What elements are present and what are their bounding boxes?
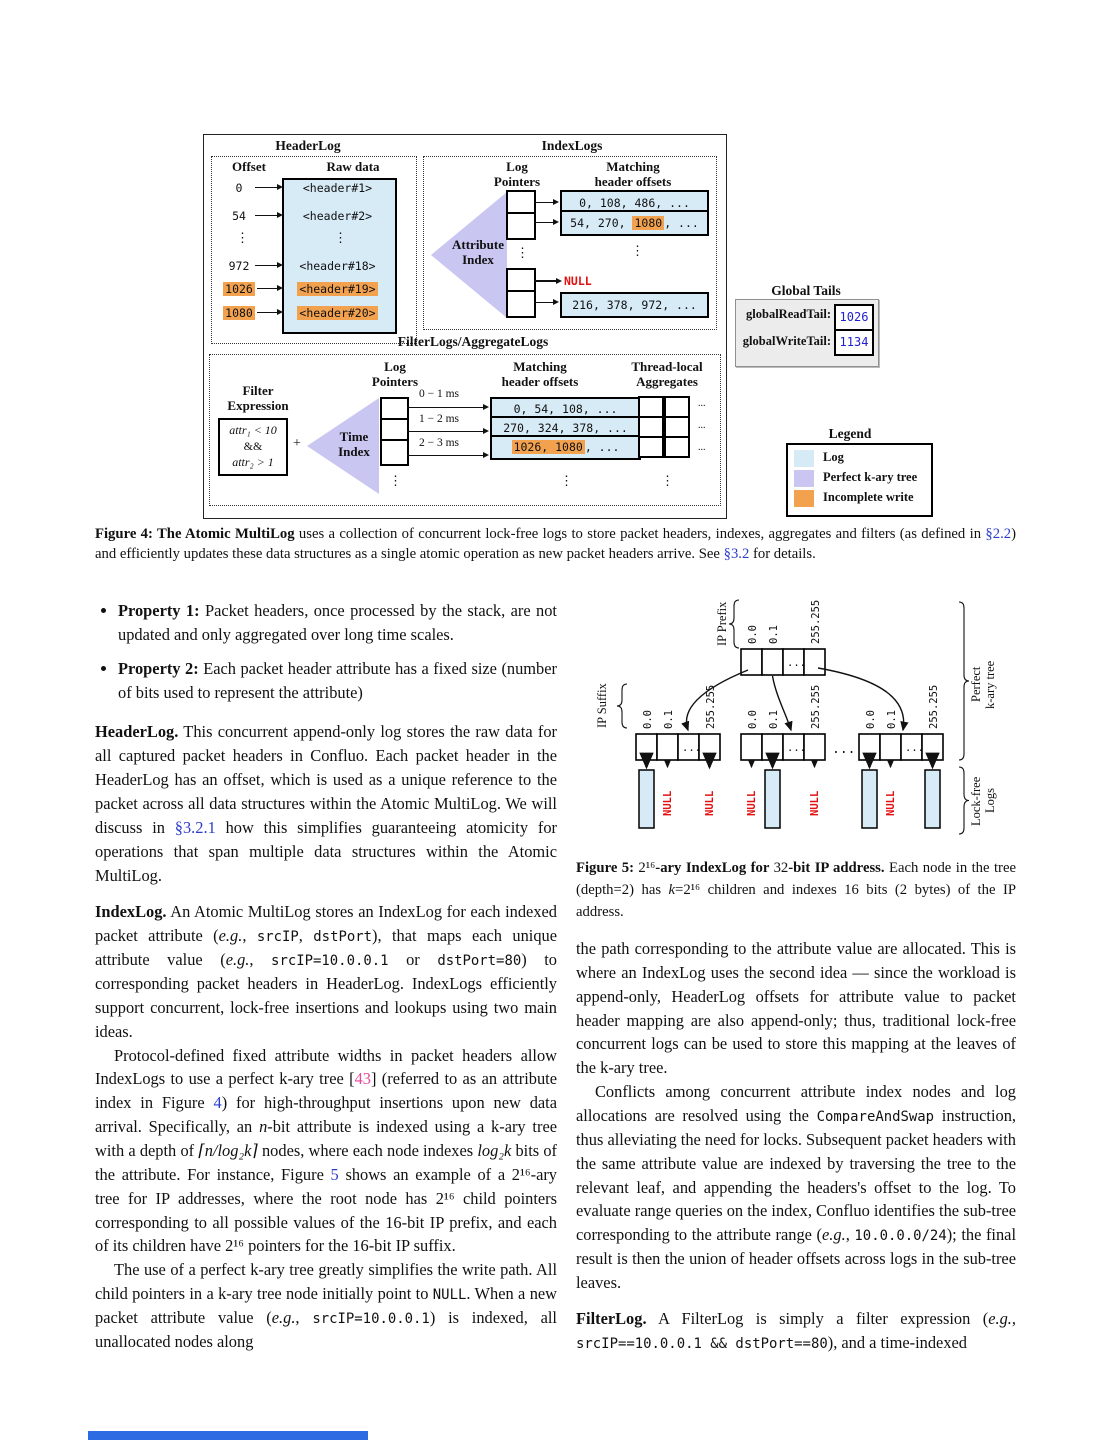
legend-swatch-log: [794, 450, 814, 467]
text-segment: -ary IndexLog for: [655, 859, 774, 876]
svg-text:255.255: 255.255: [705, 684, 717, 729]
text-segment: ,: [242, 926, 257, 946]
text-segment: or: [388, 950, 438, 970]
svg-text:...: ...: [905, 742, 924, 754]
arrow: [686, 670, 748, 730]
allocation-paragraph: [576, 937, 1016, 1080]
arrow: [534, 302, 557, 303]
matching-offsets-header: Matching header offsets: [501, 359, 579, 389]
svg-text:0.1: 0.1: [886, 710, 898, 729]
property-1: [118, 599, 557, 647]
aggregate-ellipsis: ...: [698, 420, 706, 431]
text-segment: Figure 4: The Atomic MultiLog: [95, 526, 295, 542]
offset-value: 0: [235, 181, 243, 195]
indexlog-paragraph: [95, 900, 557, 1043]
text-segment: HeaderLog.: [95, 722, 179, 742]
filterlog-paragraph: [576, 1307, 1016, 1355]
arrow: [534, 202, 557, 203]
text-segment: nodes, where each node indexes: [257, 1141, 478, 1161]
text-segment: srcIP=10.0.0.1: [271, 953, 389, 970]
perfect-tree-label-1: Perfect: [969, 666, 983, 702]
leaf-log: [925, 770, 940, 828]
svg-text:...: ...: [682, 742, 701, 754]
text-segment: 10.0.0.0/24: [854, 1228, 947, 1245]
text-segment: -bit IP address.: [788, 859, 885, 876]
svg-text:255.255: 255.255: [928, 684, 940, 729]
time-range-label: 2 − 3 ms: [418, 437, 460, 449]
aggregate-cell: [638, 436, 664, 458]
text-segment: bits of the attribute. For instance, Figure: [95, 1141, 558, 1184]
text-segment: ); the final result is then the union of header offsets across logs in the sub-tree leaves.: [576, 1225, 1016, 1293]
log-pointers-header: Log Pointers: [371, 359, 419, 389]
text-segment: Property 1:: [118, 601, 200, 620]
arrow: [407, 407, 487, 408]
text-segment: ) to corresponding packet headers in HeaderLog. IndexLogs efficiently support concurrent, lock-free insertions and lookups using two main ideas.: [95, 950, 558, 1041]
legend-item: Log: [794, 449, 931, 469]
text-segment: srcIP: [256, 929, 299, 946]
svg-text:0.1: 0.1: [768, 710, 780, 729]
vertical-dots: ⋮: [661, 473, 674, 488]
text-segment: log₂k: [477, 1141, 512, 1161]
text-segment: how this simplifies guaranteeing atomicity for operations that span multiple data structures within the Atomic MultiLog.: [95, 817, 557, 885]
leaf-null: NULL: [885, 790, 897, 816]
aggregate-cell: [638, 396, 664, 418]
child-node-1: [636, 734, 720, 760]
text-segment: e.g.: [988, 1308, 1012, 1328]
aggregates-grid: [639, 397, 691, 457]
left-column: [95, 599, 557, 1354]
legend-item: Perfect k-ary tree: [794, 469, 931, 489]
kary-tree-paragraph: [95, 1044, 557, 1259]
svg-text:0.0: 0.0: [747, 710, 759, 729]
thread-local-aggregates-header: Thread-local Aggregates: [631, 359, 703, 389]
text-segment: IndexLog.: [95, 902, 167, 922]
text-segment: The use of a perfect k-ary tree greatly simplifies the write path. All child pointers in a k-ary tree node initially point to: [95, 1260, 557, 1304]
filter-log-row: 0, 54, 108, ...: [490, 397, 641, 422]
right-column: [576, 596, 1016, 1355]
text-segment: dstPort=80: [437, 953, 522, 970]
text-segment: shows an example of a 2¹⁶-ary tree for IP addresses, where the root node has 2¹⁶ child pointers corresponding to all possible values of the 16-bit IP prefix, and each of its children have 2¹⁶ pointers for the 16-bit IP suffix.: [95, 1164, 557, 1256]
filter-expression-header: Filter Expression: [227, 383, 289, 413]
offset-column-header: Offset: [232, 159, 266, 174]
matching-offsets-header: Matching header offsets: [594, 159, 672, 189]
arrow: [257, 312, 281, 313]
bottom-blue-bar: [88, 1431, 368, 1440]
leaf-log: [765, 770, 780, 828]
lockfree-logs-brace: [959, 767, 969, 834]
headerlog-paragraph: [95, 720, 557, 887]
text-segment: uses a collection of concurrent lock-free logs to store packet headers, indexes, aggregates and filters (as defined in: [294, 526, 986, 542]
global-tails-title: Global Tails: [771, 283, 841, 298]
header-cell: <header#2>: [302, 209, 373, 223]
text-segment: ,: [845, 1225, 855, 1245]
text-segment: -bit attribute is indexed using a k-ary tree with a depth of: [95, 1117, 557, 1161]
rawdata-column-header: Raw data: [326, 159, 380, 174]
vertical-dots: ⋮: [334, 230, 347, 245]
text-segment: Each packet header attribute has a fixed size (number of bits used to represent the attribute): [118, 658, 557, 702]
text-segment: ⌈n/log₂k⌉: [198, 1141, 258, 1161]
aggregate-cell: [638, 416, 664, 438]
aggregate-cell: [664, 436, 690, 458]
filter-log-row-incomplete: 1026, 1080 , ...: [490, 435, 641, 460]
arrow: [255, 265, 281, 266]
text-segment: FilterLog.: [576, 1308, 647, 1328]
root-ellipsis: ...: [787, 657, 806, 669]
svg-text:0.0: 0.0: [865, 710, 877, 729]
root-label-00: 0.0: [747, 625, 759, 644]
root-label-01: 0.1: [768, 625, 780, 644]
legend-box: [786, 443, 933, 517]
text-segment: ,: [298, 926, 314, 946]
property-list: [101, 599, 557, 704]
vertical-dots: ⋮: [560, 473, 573, 488]
arrow: [534, 222, 557, 223]
text-segment: Conflicts among concurrent attribute index nodes and log allocations are resolved using the: [576, 1082, 1016, 1126]
plus-sign: +: [293, 436, 301, 451]
property-2: [118, 657, 557, 705]
text-segment: Protocol-defined fixed attribute widths in packet headers allow IndexLogs to use a perfect k-ary tree [: [95, 1045, 557, 1089]
aggregate-ellipsis: ...: [698, 398, 706, 409]
child-node-3: [859, 734, 943, 760]
text-segment: Figure 5:: [576, 859, 639, 876]
text-segment: ,: [1011, 1308, 1016, 1328]
legend-swatch-incomplete: [794, 490, 814, 507]
text-segment: CompareAndSwap: [816, 1109, 935, 1126]
text-segment: srcIP==10.0.0.1 && dstPort==80: [576, 1335, 828, 1352]
leaf-null: NULL: [704, 790, 716, 816]
cross-reference-link[interactable]: §3.2: [723, 546, 750, 563]
text-segment: instruction, thus alleviating the need for locks. Subsequent packet headers with the same attribute value are indexed by traversing the tree to the relevant leaf, and appending the headers's offset to the log. To evaluate range queries on the index, Confluo identifies the sub-tree corresponding to the attribute range (: [576, 1106, 1016, 1245]
offset-log-row: 0, 108, 486, ...: [560, 190, 709, 216]
cross-reference-link[interactable]: §2.2: [985, 526, 1012, 542]
global-read-tail-value: 1026: [834, 304, 874, 331]
arrow: [255, 187, 281, 188]
figure5-diagram: [576, 596, 1006, 846]
text-segment: Property 2:: [118, 658, 199, 678]
perfect-tree-brace: [959, 602, 969, 760]
vertical-dots: ⋮: [631, 243, 644, 258]
text-segment: 32: [773, 859, 789, 876]
arrow: [534, 280, 560, 282]
filterlogs-title: FilterLogs/AggregateLogs: [397, 334, 549, 349]
filter-log-row: 270, 324, 378, ...: [490, 416, 641, 441]
citation-link[interactable]: 43: [354, 1069, 371, 1089]
vertical-dots: ⋮: [516, 245, 529, 260]
svg-text:0.0: 0.0: [642, 710, 654, 729]
log-pointer-cell: [506, 212, 536, 240]
arrow: [407, 431, 487, 432]
leaf-null: NULL: [662, 790, 674, 816]
text-segment: e.g.: [822, 1225, 846, 1245]
null-pointer-label: NULL: [564, 274, 592, 288]
cross-reference-link[interactable]: 4: [213, 1093, 222, 1113]
text-segment: . When a new packet attribute value (: [95, 1284, 558, 1328]
leaf-null: NULL: [746, 790, 758, 816]
header-cell: <header#18>: [299, 259, 376, 273]
offset-value-incomplete: 1026: [225, 282, 253, 296]
text-segment: ,: [249, 950, 272, 970]
cross-reference-link[interactable]: 5: [330, 1164, 339, 1184]
text-segment: =2¹⁶ children and indexes 16 bits (2 bytes) of the IP address.: [576, 881, 1016, 920]
text-segment: k: [668, 881, 676, 898]
text-segment: ), that maps each unique attribute value (: [95, 926, 557, 970]
child-node-2: [741, 734, 825, 760]
global-write-tail-value: 1134: [834, 329, 874, 356]
root-node: [741, 649, 825, 675]
text-segment: This concurrent append-only log stores the raw data for all captured packet headers in Confluo. Each packet header in the HeaderLog has an offset, which is used as a unique reference to the packet across all data structures within the Atomic MultiLog. We will discuss in: [95, 722, 557, 837]
cross-reference-link[interactable]: §3.2.1: [174, 817, 216, 837]
text-segment: for details.: [749, 546, 816, 563]
global-write-tail-label: globalWriteTail:: [742, 334, 831, 348]
text-segment: A FilterLog is simply a filter expression (: [646, 1308, 989, 1328]
leaf-log: [639, 770, 654, 828]
text-segment: ), and a time-indexed: [827, 1332, 967, 1352]
header-cell: <header#1>: [302, 181, 373, 195]
offset-value: 54: [232, 209, 246, 223]
time-index-label: Time Index: [338, 429, 370, 459]
lockfree-label-2: Logs: [983, 788, 997, 813]
arrow: [407, 455, 487, 456]
ip-suffix-brace: [617, 684, 627, 728]
text-segment: ) and efficiently updates these data structures as a single atomic operation as new packet headers arrive. See: [95, 526, 1016, 563]
svg-text:...: ...: [787, 742, 806, 754]
text-segment: ,: [295, 1308, 313, 1328]
children-ellipsis: ...: [832, 742, 856, 757]
ip-prefix-brace: [729, 600, 739, 648]
header-cell-incomplete: <header#20>: [299, 306, 376, 320]
headerlog-title: HeaderLog: [275, 138, 341, 153]
leaf-log: [862, 770, 877, 828]
ip-prefix-label: IP Prefix: [715, 601, 729, 646]
figure4-caption: [95, 524, 1016, 565]
legend-item: Incomplete write: [794, 489, 931, 509]
text-segment: e.g.: [271, 1308, 296, 1328]
text-segment: ) is indexed, all unallocated nodes along: [95, 1308, 557, 1351]
offset-log-row: 216, 378, 972, ...: [560, 292, 709, 318]
conflicts-paragraph: [576, 1080, 1016, 1295]
text-segment: Packet headers, once processed by the stack, are not updated and only aggregated over long time scales.: [118, 601, 557, 644]
filter-expression-box: attr₁ < 10 && attr₂ > 1: [218, 418, 288, 476]
header-cell-incomplete: <header#19>: [299, 282, 376, 296]
figure4-diagram: [203, 126, 985, 520]
attribute-index-label: Attribute Index: [452, 237, 504, 267]
log-pointer-cell: [380, 439, 409, 466]
arrow: [257, 288, 281, 289]
offset-value-incomplete: 1080: [225, 306, 253, 320]
arrow: [255, 215, 281, 216]
figure5-caption: [576, 857, 1016, 923]
root-label-255: 255.255: [810, 599, 822, 644]
indexlogs-title: IndexLogs: [541, 138, 603, 153]
time-range-label: 1 − 2 ms: [418, 413, 460, 425]
text-segment: An Atomic MultiLog stores an IndexLog for each indexed packet attribute (: [95, 902, 557, 946]
offset-log-row: 54, 270, 1080 , ...: [560, 210, 709, 236]
aggregate-ellipsis: ...: [698, 442, 706, 453]
text-segment: Each node in the tree (depth=2) has: [576, 859, 1016, 898]
write-path-paragraph: [95, 1258, 557, 1353]
log-pointer-cell: [506, 290, 536, 318]
text-segment: ) for high-throughput insertions upon new data arrival. Specifically, an: [95, 1093, 557, 1137]
vertical-dots: ⋮: [389, 473, 402, 488]
svg-text:0.1: 0.1: [663, 710, 675, 729]
legend-swatch-tree: [794, 470, 814, 487]
time-range-label: 0 − 1 ms: [418, 388, 460, 400]
perfect-tree-label-2: k-ary tree: [983, 660, 997, 709]
lockfree-label-1: Lock-free: [969, 776, 983, 826]
global-read-tail-label: globalReadTail:: [746, 307, 831, 321]
text-segment: ] (referred to as an attribute index in Figure: [95, 1069, 558, 1113]
svg-text:255.255: 255.255: [810, 684, 822, 729]
text-segment: NULL: [432, 1287, 467, 1304]
text-segment: dstPort: [313, 929, 373, 946]
log-pointers-header: Log Pointers: [493, 159, 541, 189]
aggregate-cell: [664, 396, 690, 418]
text-segment: n: [259, 1117, 268, 1137]
legend-title: Legend: [828, 426, 872, 441]
text-segment: the path corresponding to the attribute value are allocated. This is where an IndexLog uses the second idea — since the workload is append-only, HeaderLog offsets for attribute value to packet header mapping are also append-only; thus, traditional lock-free concurrent logs can be used to store this mapping at the leaves of the k-ary tree.: [576, 939, 1016, 1078]
vertical-dots: ⋮: [236, 230, 249, 245]
leaf-null: NULL: [809, 790, 821, 816]
text-segment: e.g.: [225, 950, 250, 970]
aggregate-cell: [664, 416, 690, 438]
offset-value: 972: [228, 259, 250, 273]
text-segment: e.g.: [218, 926, 243, 946]
ip-suffix-label: IP Suffix: [595, 683, 609, 728]
text-segment: 2¹⁶: [638, 859, 656, 876]
text-segment: srcIP=10.0.0.1: [312, 1311, 430, 1328]
